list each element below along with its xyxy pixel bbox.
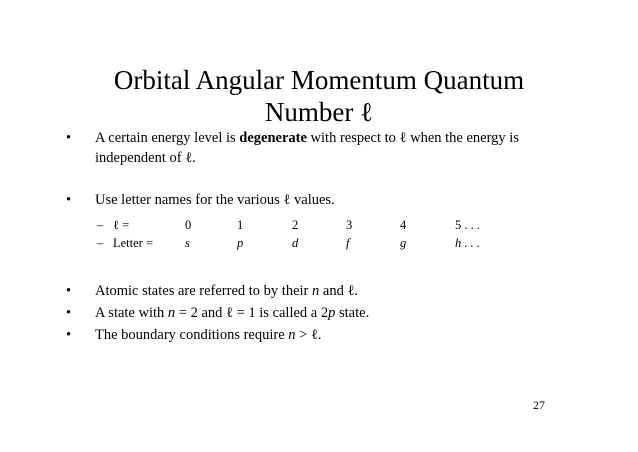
slide: Orbital Angular Momentum Quantum Number ℓ • A certain energy level is degenerate with respect to ℓ when the energy is independent of ℓ. • Use letter names for the various ℓ values. – ℓ = 0 1 2 3 4 5 . . . – Letter = s p d f g h . . . • Atomic states are referred to by their n and ℓ. • A state with n = 2 and ℓ = 1 is called a 2p state. • The boundary conditions require n > ℓ. 27 [0, 0, 638, 452]
l-value: 4 [400, 218, 407, 232]
title-line-2: Number ℓ [264, 97, 374, 127]
l-value: 2 [292, 218, 299, 232]
l-value: 3 [346, 218, 353, 232]
l-value: 5 . . . [455, 218, 480, 232]
sub-dash: – [97, 218, 104, 232]
bullet-marker: • [66, 192, 72, 208]
letter-value: g [400, 236, 407, 250]
bullet-marker: • [66, 130, 72, 146]
l-values-row [97, 217, 517, 233]
l-value: 0 [185, 218, 192, 232]
sub-dash: – [97, 236, 104, 250]
l-label: ℓ = [113, 218, 130, 232]
degenerate-term: degenerate [239, 130, 307, 146]
slide-title [0, 64, 638, 128]
letter-row [97, 235, 517, 251]
bullet-marker: • [66, 283, 72, 299]
l-value: 1 [237, 218, 244, 232]
letter-value: p [237, 236, 244, 250]
bullet-marker: • [66, 305, 72, 321]
letter-value: f [346, 236, 350, 250]
title-line-1: Orbital Angular Momentum Quantum [113, 65, 525, 95]
letter-label: Letter = [113, 236, 154, 250]
letter-value: s [185, 236, 190, 250]
letter-value: h . . . [455, 236, 480, 250]
page-number: 27 [533, 398, 545, 412]
bullet-marker: • [66, 327, 72, 343]
letter-value: d [292, 236, 299, 250]
